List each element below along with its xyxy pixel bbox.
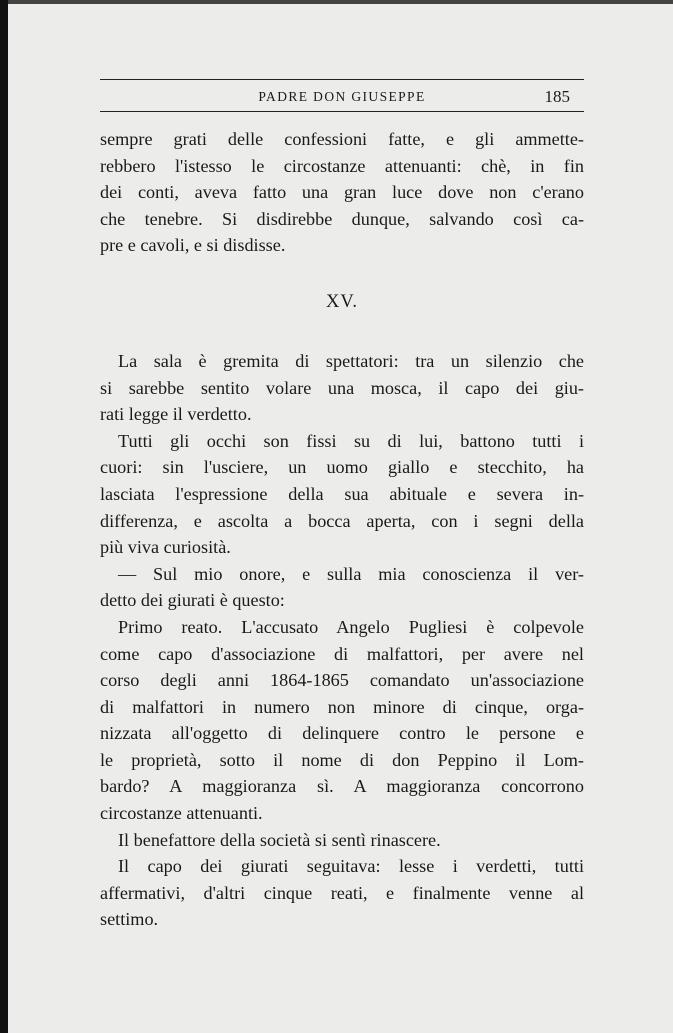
- paragraph: [100, 827, 584, 854]
- text-line: Il capo dei giurati seguitava: lesse i verdetti, tutti: [118, 856, 584, 877]
- running-title: PADRE DON GIUSEPPE: [258, 89, 426, 104]
- paragraph: [100, 614, 584, 827]
- header-rule-bottom: [100, 111, 584, 112]
- text-line: di malfattori in numero non minore di cinque, orga-: [100, 696, 584, 717]
- text-line: pre e cavoli, e si disdisse.: [100, 235, 286, 256]
- paragraph: [100, 561, 584, 614]
- text-line: detto dei giurati è questo:: [100, 590, 285, 611]
- text-line: differenza, e ascolta a bocca aperta, con i segni della: [100, 510, 584, 531]
- text-line: Primo reato. L'accusato Angelo Pugliesi è colpevole: [118, 616, 584, 637]
- text-line: Tutti gli occhi son fissi su di lui, battono tutti i: [118, 430, 584, 451]
- book-binding-edge: [0, 0, 8, 1033]
- text-line: più viva curiosità.: [100, 537, 231, 558]
- paragraph: [100, 428, 584, 561]
- page-number: 185: [544, 87, 570, 106]
- header-rule-top: [100, 79, 584, 80]
- text-line: lasciata l'espressione della sua abituale e severa in-: [100, 483, 584, 504]
- text-line: che tenebre. Si disdirebbe dunque, salvando così ca-: [100, 208, 584, 229]
- text-line: si sarebbe sentito volare una mosca, il capo dei giu-: [100, 377, 584, 398]
- section-title: XV.: [326, 291, 358, 312]
- paragraph-continued: [100, 126, 584, 259]
- paragraph: [100, 348, 584, 428]
- text-line: le proprietà, sotto il nome di don Peppino il Lom-: [100, 749, 584, 770]
- text-line: bardo? A maggioranza sì. A maggioranza concorrono: [100, 776, 584, 797]
- text-line: dei conti, aveva fatto una gran luce dove non c'erano: [100, 182, 584, 203]
- body-text: [100, 126, 584, 933]
- text-line: — Sul mio onore, e sulla mia conoscienza il ver-: [118, 563, 584, 584]
- text-line: come capo d'associazione di malfattori, per avere nel: [100, 643, 584, 664]
- text-line: settimo.: [100, 909, 159, 930]
- text-line: rati legge il verdetto.: [100, 404, 252, 425]
- text-line: affermativi, d'altri cinque reati, e finalmente venne al: [100, 882, 584, 903]
- text-line: sempre grati delle confessioni fatte, e gli ammette-: [100, 129, 584, 149]
- text-line: La sala è gremita di spettatori: tra un silenzio che: [118, 350, 584, 371]
- text-line: Il benefattore della società si sentì rinascere.: [118, 829, 441, 850]
- text-line: cuori: sin l'usciere, un uomo giallo e stecchito, ha: [100, 457, 584, 478]
- text-line: nizzata all'oggetto di delinquere contro le persone e: [100, 723, 584, 744]
- text-line: rebbero l'istesso le circostanze attenuanti: chè, in fin: [100, 155, 584, 176]
- text-line: circostanze attenuanti.: [100, 803, 263, 824]
- running-head: [100, 86, 584, 108]
- text-line: corso degli anni 1864-1865 comandato un'associazione: [100, 670, 584, 691]
- paragraph: [100, 853, 584, 933]
